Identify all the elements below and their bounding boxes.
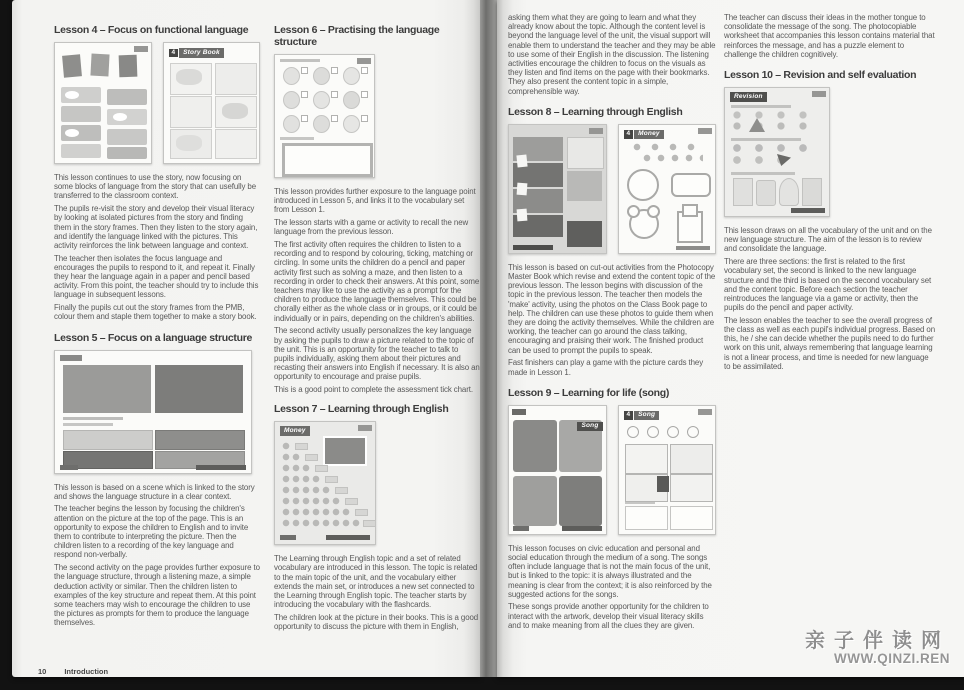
paragraph: The lesson enables the teacher to see the overall progress of the class as well as each pupil's individual progress. Based on this, he / she can decide whether the pupils need to do further work on this unit, always remembering that language learning is not a linear process, and time is needed for new language to be assimilated. — [724, 315, 936, 371]
paragraph: This lesson is based on cut-out activities from the Photocopy Master Book which revise and extend the content topic of the previous lesson. The lesson begins with discussion of the topic in the previous lesson. The teacher then models the 'make' activity, using the photos on the Class Book page to help. The children can use these photos to guide them when they are doing the activity themselves. While the children are working, the teacher can go around the class talking, encouraging and praising their work. The finished product can be used to prompt the pupils to speak. — [508, 262, 716, 355]
lesson8-body — [508, 263, 716, 377]
page-corner-tab — [512, 409, 526, 415]
paragraph: The teacher begins the lesson by focusing the children's attention on the picture at the top of the page. This is an opportunity to expose the children to English and to invite them to contribute to interpreting the picture. Then the children listen to a recording of the key language and respond non-verbally. — [54, 504, 249, 560]
paragraph: The second activity usually personalizes the key language by asking the pupils to draw a picture related to the topic of the unit. This is an opportunity for the teacher to talk to pupils individually, asking them about their pictures and recasting their answers into English if necessary. It is also an opportunity to encourage and praise pupils. — [274, 326, 480, 382]
lesson5-figures — [54, 350, 260, 474]
paragraph: The second activity on the page provides further exposure to the language structure, through a listening maze, a simple deduction activity or similar. Then the children listen to examples of the key structure and repeat them. At this point some teachers may wish to encourage the children to use the pictures as prompts for them to produce the language themselves. — [54, 563, 260, 628]
lesson8-classbook-page-image — [508, 124, 607, 254]
paragraph: The lesson starts with a game or activity to recall the new language from the previous lesson. — [274, 218, 469, 237]
right-page — [497, 0, 964, 677]
lesson10-figures — [724, 87, 935, 217]
page-corner-tab — [698, 409, 712, 415]
lesson7-classbook-page-image — [274, 421, 376, 545]
lesson9-body — [508, 544, 716, 630]
storybook-unit-badge: 4 — [169, 49, 179, 58]
paragraph: Fast finishers can play a game with the picture cards they made in Lesson 1. — [508, 358, 704, 377]
pmb-song-label: Song — [634, 411, 659, 421]
paragraph: These songs provide another opportunity for the children to interact with the artwork, develop their visual literacy skills and to make meaning from all the clues they are given. — [508, 602, 709, 630]
paragraph: This is a good point to complete the assessment tick chart. — [274, 385, 473, 395]
watermark — [805, 630, 950, 667]
lesson6-figures — [274, 54, 480, 178]
paragraph: The teacher then isolates the focus language and encourages the pupils to respond to it, and repeat it. Finally they hear the language again in a paper and pencil based activity. From this point, the teacher should try to include this language in subsequent lessons. — [54, 253, 259, 300]
lesson9-figures — [508, 405, 716, 535]
lesson10-title: Lesson 10 – Revision and self evaluation — [724, 69, 917, 82]
lesson7-figures — [274, 421, 480, 545]
lesson9-pmb-page-image — [618, 405, 717, 535]
lesson6-body — [274, 187, 480, 394]
lesson4-title: Lesson 4 – Focus on functional language — [54, 24, 249, 36]
lesson8-figures — [508, 124, 716, 254]
lesson4-classbook-page-image — [54, 42, 152, 164]
page-number: 10 — [38, 667, 47, 676]
page-corner-tab — [812, 91, 826, 97]
paragraph: Finally the pupils cut out the story frames from the PMB, colour them and staple them together to make a story book. — [54, 303, 257, 322]
paragraph: The teacher can discuss their ideas in the mother tongue to consolidate the message of the song. The photocopiable worksheet that accompanies this lesson contains material that reinforces the message, and has a puzzle element to challenge the children cognitively. — [724, 13, 935, 59]
lesson8-title: Lesson 8 – Learning through English — [508, 105, 683, 118]
lesson9-continuation-body — [724, 13, 935, 59]
lesson7-body — [274, 554, 480, 631]
book-spine-gutter — [480, 0, 497, 677]
lesson9-title: Lesson 9 – Learning for life (song) — [508, 386, 670, 399]
lesson6-title: Lesson 6 – Practising the language structure — [274, 24, 440, 48]
paragraph: This lesson is based on a scene which is linked to the story and shows the language structure in a clear context. — [54, 482, 255, 501]
page-corner-tab — [698, 128, 712, 134]
left-page — [12, 0, 480, 677]
lesson4-body — [54, 173, 260, 322]
watermark-site-url: WWW.QINZI.REN — [834, 651, 950, 666]
paragraph: The children look at the picture in their books. This is a good opportunity to discuss the picture with them in English, — [274, 612, 479, 632]
right-page-column-2 — [724, 13, 935, 375]
paragraph: There are three sections: the first is related to the first vocabulary set, the second is linked to the new language structure and the third is based on the second vocabulary set and the content topic. Before each section the teacher reintroduces the language via a game or activity, then the pupils do the pencil and paper activity. — [724, 257, 932, 313]
page-corner-tab — [589, 128, 603, 134]
paragraph: The Learning through English topic and a set of related vocabulary are introduced in this lesson. The topic is related to the main topic of the unit, and the vocabulary either extends the main set, or introduces a new set connected to the Learning through English topic. The teacher starts by introducing the vocabulary with the flashcards. — [274, 554, 478, 610]
lesson7-title: Lesson 7 – Learning through English — [274, 403, 449, 416]
lesson5-body — [54, 483, 260, 628]
left-page-column-2 — [274, 24, 480, 635]
right-page-column-1 — [508, 13, 716, 634]
lesson6-activitybook-page-image — [274, 54, 375, 178]
song-topic-label: Song — [577, 422, 602, 432]
paragraph: This lesson focuses on civic education and personal and social education through the medium of a song. The songs often include language that is not the main focus of the unit, but is linked to the topic: it is always illustrated and the meaning is clear from the context; it is also reinforced by the suggested actions for the songs. — [508, 543, 712, 599]
lesson9-classbook-page-image — [508, 405, 607, 535]
pmb-unit-badge: 4 — [624, 411, 634, 420]
page-corner-tab — [357, 58, 371, 64]
lesson5-title: Lesson 5 – Focus on a language structure — [54, 331, 253, 344]
lesson4-figures — [54, 42, 260, 164]
footer-section-label: Introduction — [64, 667, 109, 676]
page-corner-tab — [358, 425, 372, 431]
lesson10-body — [724, 226, 935, 371]
revision-label: Revision — [730, 92, 767, 102]
paragraph: The pupils re-visit the story and develop their visual literacy by looking at isolated pictures from the story and finding them in the story frames. Then they listen to the story again, and identify the language linked with the pictures. This activity reinforces the link between language and context. — [54, 204, 258, 250]
paragraph: asking them what they are going to learn and what they already know about the topic. Although the content level is beyond the language level of the unit, the visual support will enable them to understand the teacher and they may be able to use some of their English in the discussion. The listening activities encourage the children to focus on the visuals as they listen and find items on the page with their bookmarks. They also present the content topic in a simple, comprehensible way. — [508, 13, 716, 96]
pmb-money-label: Money — [634, 130, 664, 140]
paragraph: The first activity often requires the children to listen to a recording and to respond by colouring, ticking, matching or circling. In some units the children do a pencil and paper activity first such as solving a maze, and then listen to a recording in order to check their answers. At this point, some teachers may like to use the activity as a prompt for the children to produce the language themselves. This could be chorally either as the whole class or in groups, or it could be individually or in pairs, depending on the children's abilities. — [274, 240, 480, 323]
lesson10-activitybook-page-image — [724, 87, 830, 217]
paragraph: This lesson draws on all the vocabulary of the unit and on the new language structure. The aim of the lesson is to review and consolidate the language. — [724, 226, 932, 254]
watermark-site-name: 亲子伴读网 — [805, 630, 950, 652]
left-page-column-1 — [54, 24, 260, 631]
paragraph: This lesson continues to use the story, now focusing on some blocks of language from the story that can usefully be transferred to the classroom context. — [54, 173, 257, 201]
money-topic-label: Money — [280, 426, 310, 436]
storybook-label: Story Book — [179, 48, 224, 58]
lesson7-continuation-body — [508, 13, 716, 96]
page-corner-tab — [134, 46, 148, 52]
lesson8-pmb-page-image — [618, 124, 717, 254]
page-footer — [38, 667, 126, 676]
lesson5-classbook-page-image — [54, 350, 252, 474]
paragraph: This lesson provides further exposure to the language point introduced in Lesson 5, and links it to the vocabulary set from Lesson 1. — [274, 187, 476, 215]
lesson4-storybook-page-image — [163, 42, 261, 164]
pmb-unit-badge: 4 — [624, 130, 634, 139]
